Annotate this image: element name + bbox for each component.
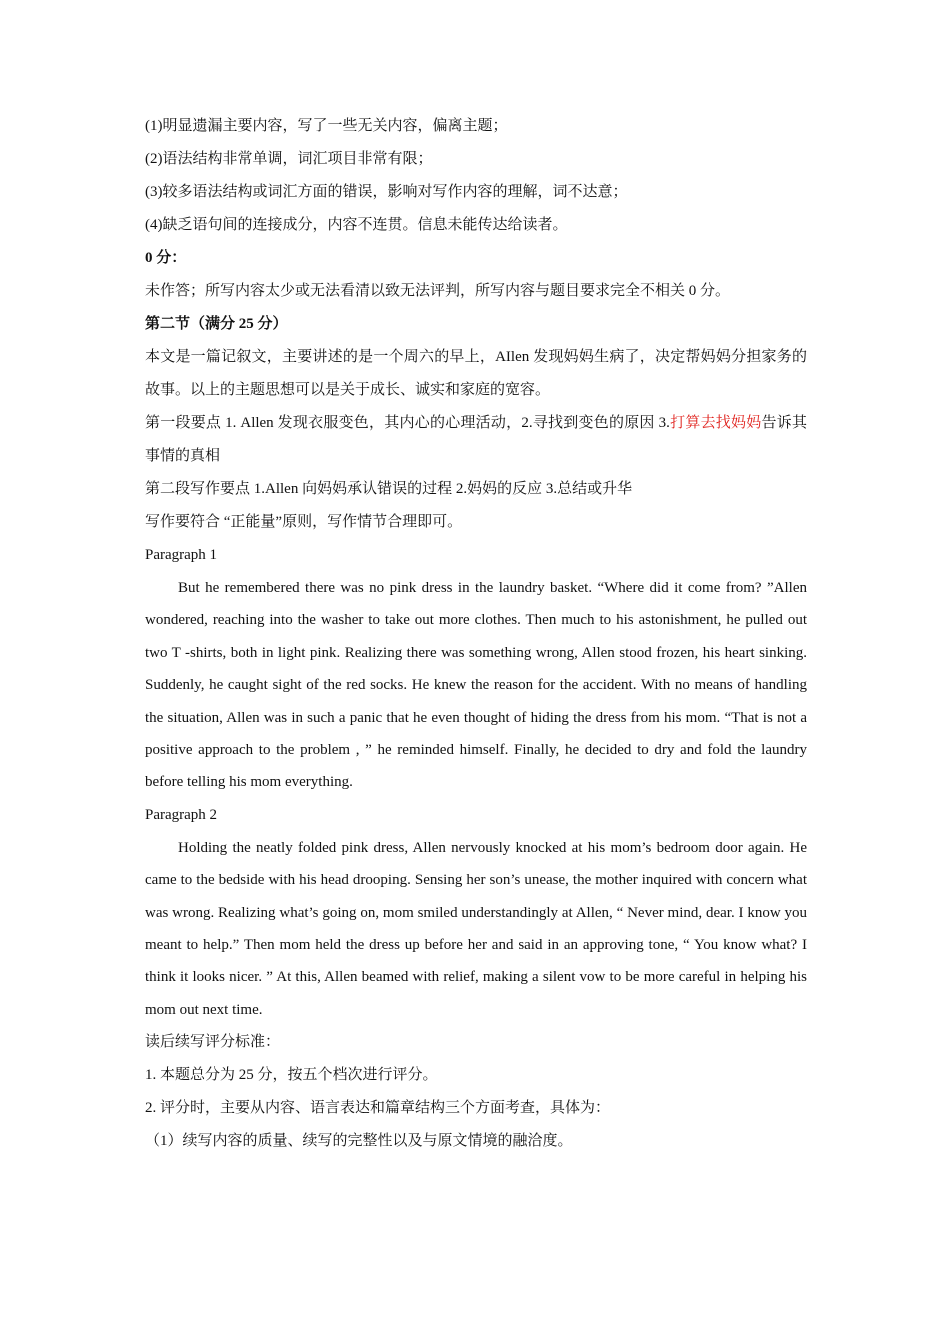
scoring-item-2: 2. 评分时，主要从内容、语言表达和篇章结构三个方面考查，具体为： [145,1100,611,1117]
paragraph1-text: But he remembered there was no pink dress in the laundry basket. “Where did it come from? ”Allen wondered, reaching into the washer to take out more clothes. Then much to his astonishment, he pulled out two T -shirts, both in light pink. Realizing there was something wrong, Allen stood frozen, his heart sinking. Suddenly, he caught sight of the red socks. He knew the reason for the accident. With no means of handling the situation, Allen was in such a panic that he even thought of hiding the dress from his mom. “That is not a positive approach to the problem , ” he reminded himself. Finally, he decided to dry and fold the laundry before telling his mom everything. [145,580,807,791]
zero-score-text: 未作答；所写内容太少或无法看清以致无法评判，所写内容与题目要求完全不相关 0 分。 [145,283,731,299]
para1-points-highlight: 打算去找妈妈 [669,415,762,431]
document-content [145,110,807,1158]
criterion-4: (4)缺乏语句间的连接成分，内容不连贯。信息未能传达给读者。 [145,217,568,233]
paragraph1-label: Paragraph 1 [145,547,218,563]
section2-heading: 第二节（满分 25 分） [145,316,288,332]
scoring-item-1: 1. 本题总分为 25 分，按五个档次进行评分。 [145,1067,438,1084]
scoring-heading: 读后续写评分标准： [145,1034,281,1051]
paragraph2-text: Holding the neatly folded pink dress, Allen nervously knocked at his mom’s bedroom door again. He came to the bedside with his head drooping. Sensing her son’s unease, the mother inquired with concern what was wrong. Realizing what’s going on, mom smiled understandingly at Allen, “ Never mind, dear. I know you meant to help.” Then mom held the dress up before her and said in an approving tone, “ You know what? I think it looks nicer. ” At this, Allen beamed with relief, making a silent vow to be more careful in helping his mom out next time. [145,839,807,1018]
para1-points-start: 第一段要点 1. Allen 发现衣服变色，其内心的心理活动，2.寻找到变色的原因 3. [145,415,670,431]
scoring-item-3: （1）续写内容的质量、续写的完整性以及与原文情境的融洽度。 [145,1133,573,1150]
criterion-3: (3)较多语法结构或词汇方面的错误，影响对写作内容的理解，词不达意； [145,184,628,200]
criterion-1: (1)明显遗漏主要内容，写了一些无关内容，偏离主题； [145,118,508,134]
paragraph2-label: Paragraph 2 [145,806,218,823]
section2-intro: 本文是一篇记叙文，主要讲述的是一个周六的早上，AIlen 发现妈妈生病了，决定帮妈妈分担家务的故事。以上的主题思想可以是关于成长、诚实和家庭的宽容。 [145,349,807,398]
zero-score-heading: 0 分： [145,250,187,266]
energy-note: 写作要符合 “正能量”原则，写作情节合理即可。 [145,514,463,530]
para1-points-end: 告诉其事情的真相 [145,415,807,464]
para2-points: 第二段写作要点 1.Allen 向妈妈承认错误的过程 2.妈妈的反应 3.总结或升华 [145,481,633,497]
para1-points [145,407,807,473]
criterion-2: (2)语法结构非常单调，词汇项目非常有限； [145,151,433,167]
